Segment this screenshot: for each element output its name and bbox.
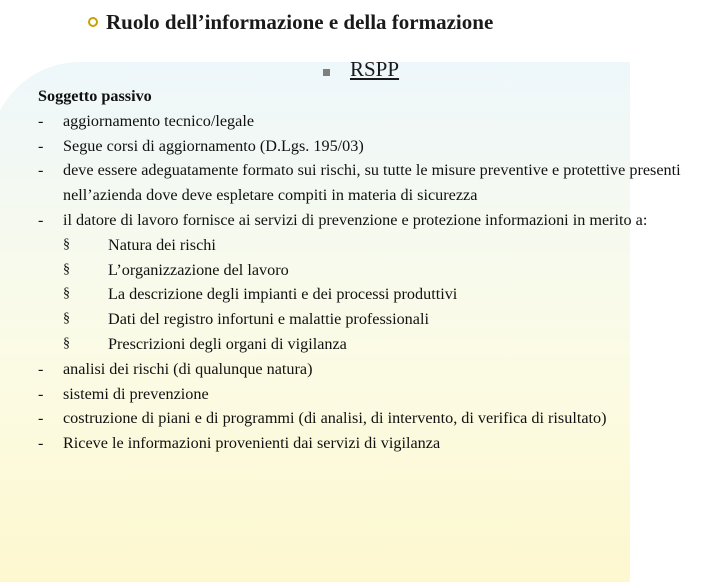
list-item [38,357,708,382]
sub-item-text: L’organizzazione del lavoro [108,260,289,279]
sub-list-item [38,233,708,258]
item-text: costruzione di piani e di programmi (di analisi, di intervento, di verifica di risultato) [63,409,607,428]
circle-bullet-icon [88,17,98,27]
item-text: aggiornamento tecnico/legale [63,111,255,130]
sub-list-item [38,307,708,332]
sub-item-text: Prescrizioni degli organi di vigilanza [108,334,347,353]
section-heading: Soggetto passivo [38,87,152,105]
item-text: analisi dei rischi (di qualunque natura) [63,359,313,378]
dash-bullet: - [38,434,44,453]
item-text: il datore di lavoro fornisce ai servizi di prevenzione e protezione informazioni in merito a: [63,210,648,229]
list-item [38,431,708,456]
sub-item-text: Natura dei rischi [108,235,216,254]
slide-body [38,84,708,456]
dash-bullet: - [38,111,44,130]
sub-list-item [38,258,708,283]
dash-bullet: - [38,359,44,378]
title-text: Ruolo dell’informazione e della formazione [106,10,494,34]
sub-list-item [38,332,708,357]
subtitle-text: RSPP [350,57,400,81]
list-item [38,406,708,431]
square-bullet-icon [323,69,330,76]
item-text: Segue corsi di aggiornamento (D.Lgs. 195/03) [63,136,364,155]
section-bullet: § [63,335,70,351]
list-item [38,208,708,233]
sub-item-text: Dati del registro infortuni e malattie professionali [108,310,429,329]
dash-bullet: - [38,384,44,403]
section-bullet: § [63,261,70,277]
dash-bullet: - [38,161,44,180]
list-item [38,158,708,208]
dash-bullet: - [38,409,44,428]
dash-bullet: - [38,210,44,229]
sub-item-text: La descrizione degli impianti e dei processi produttivi [108,285,458,304]
item-text: deve essere adeguatamente formato sui rischi, su tutte le misure preventive e protettive presenti nell’azienda dove deve espletare compiti in materia di sicurezza [63,161,681,205]
item-text: sistemi di prevenzione [63,384,209,403]
slide-subtitle [323,57,399,82]
section-bullet: § [63,236,70,252]
section-bullet: § [63,286,70,302]
list-item [38,134,708,159]
dash-bullet: - [38,136,44,155]
sub-list-item [38,282,708,307]
section-bullet: § [63,311,70,327]
item-text: Riceve le informazioni provenienti dai servizi di vigilanza [63,434,441,453]
list-item [38,109,708,134]
slide-title [88,10,493,35]
list-item [38,382,708,407]
